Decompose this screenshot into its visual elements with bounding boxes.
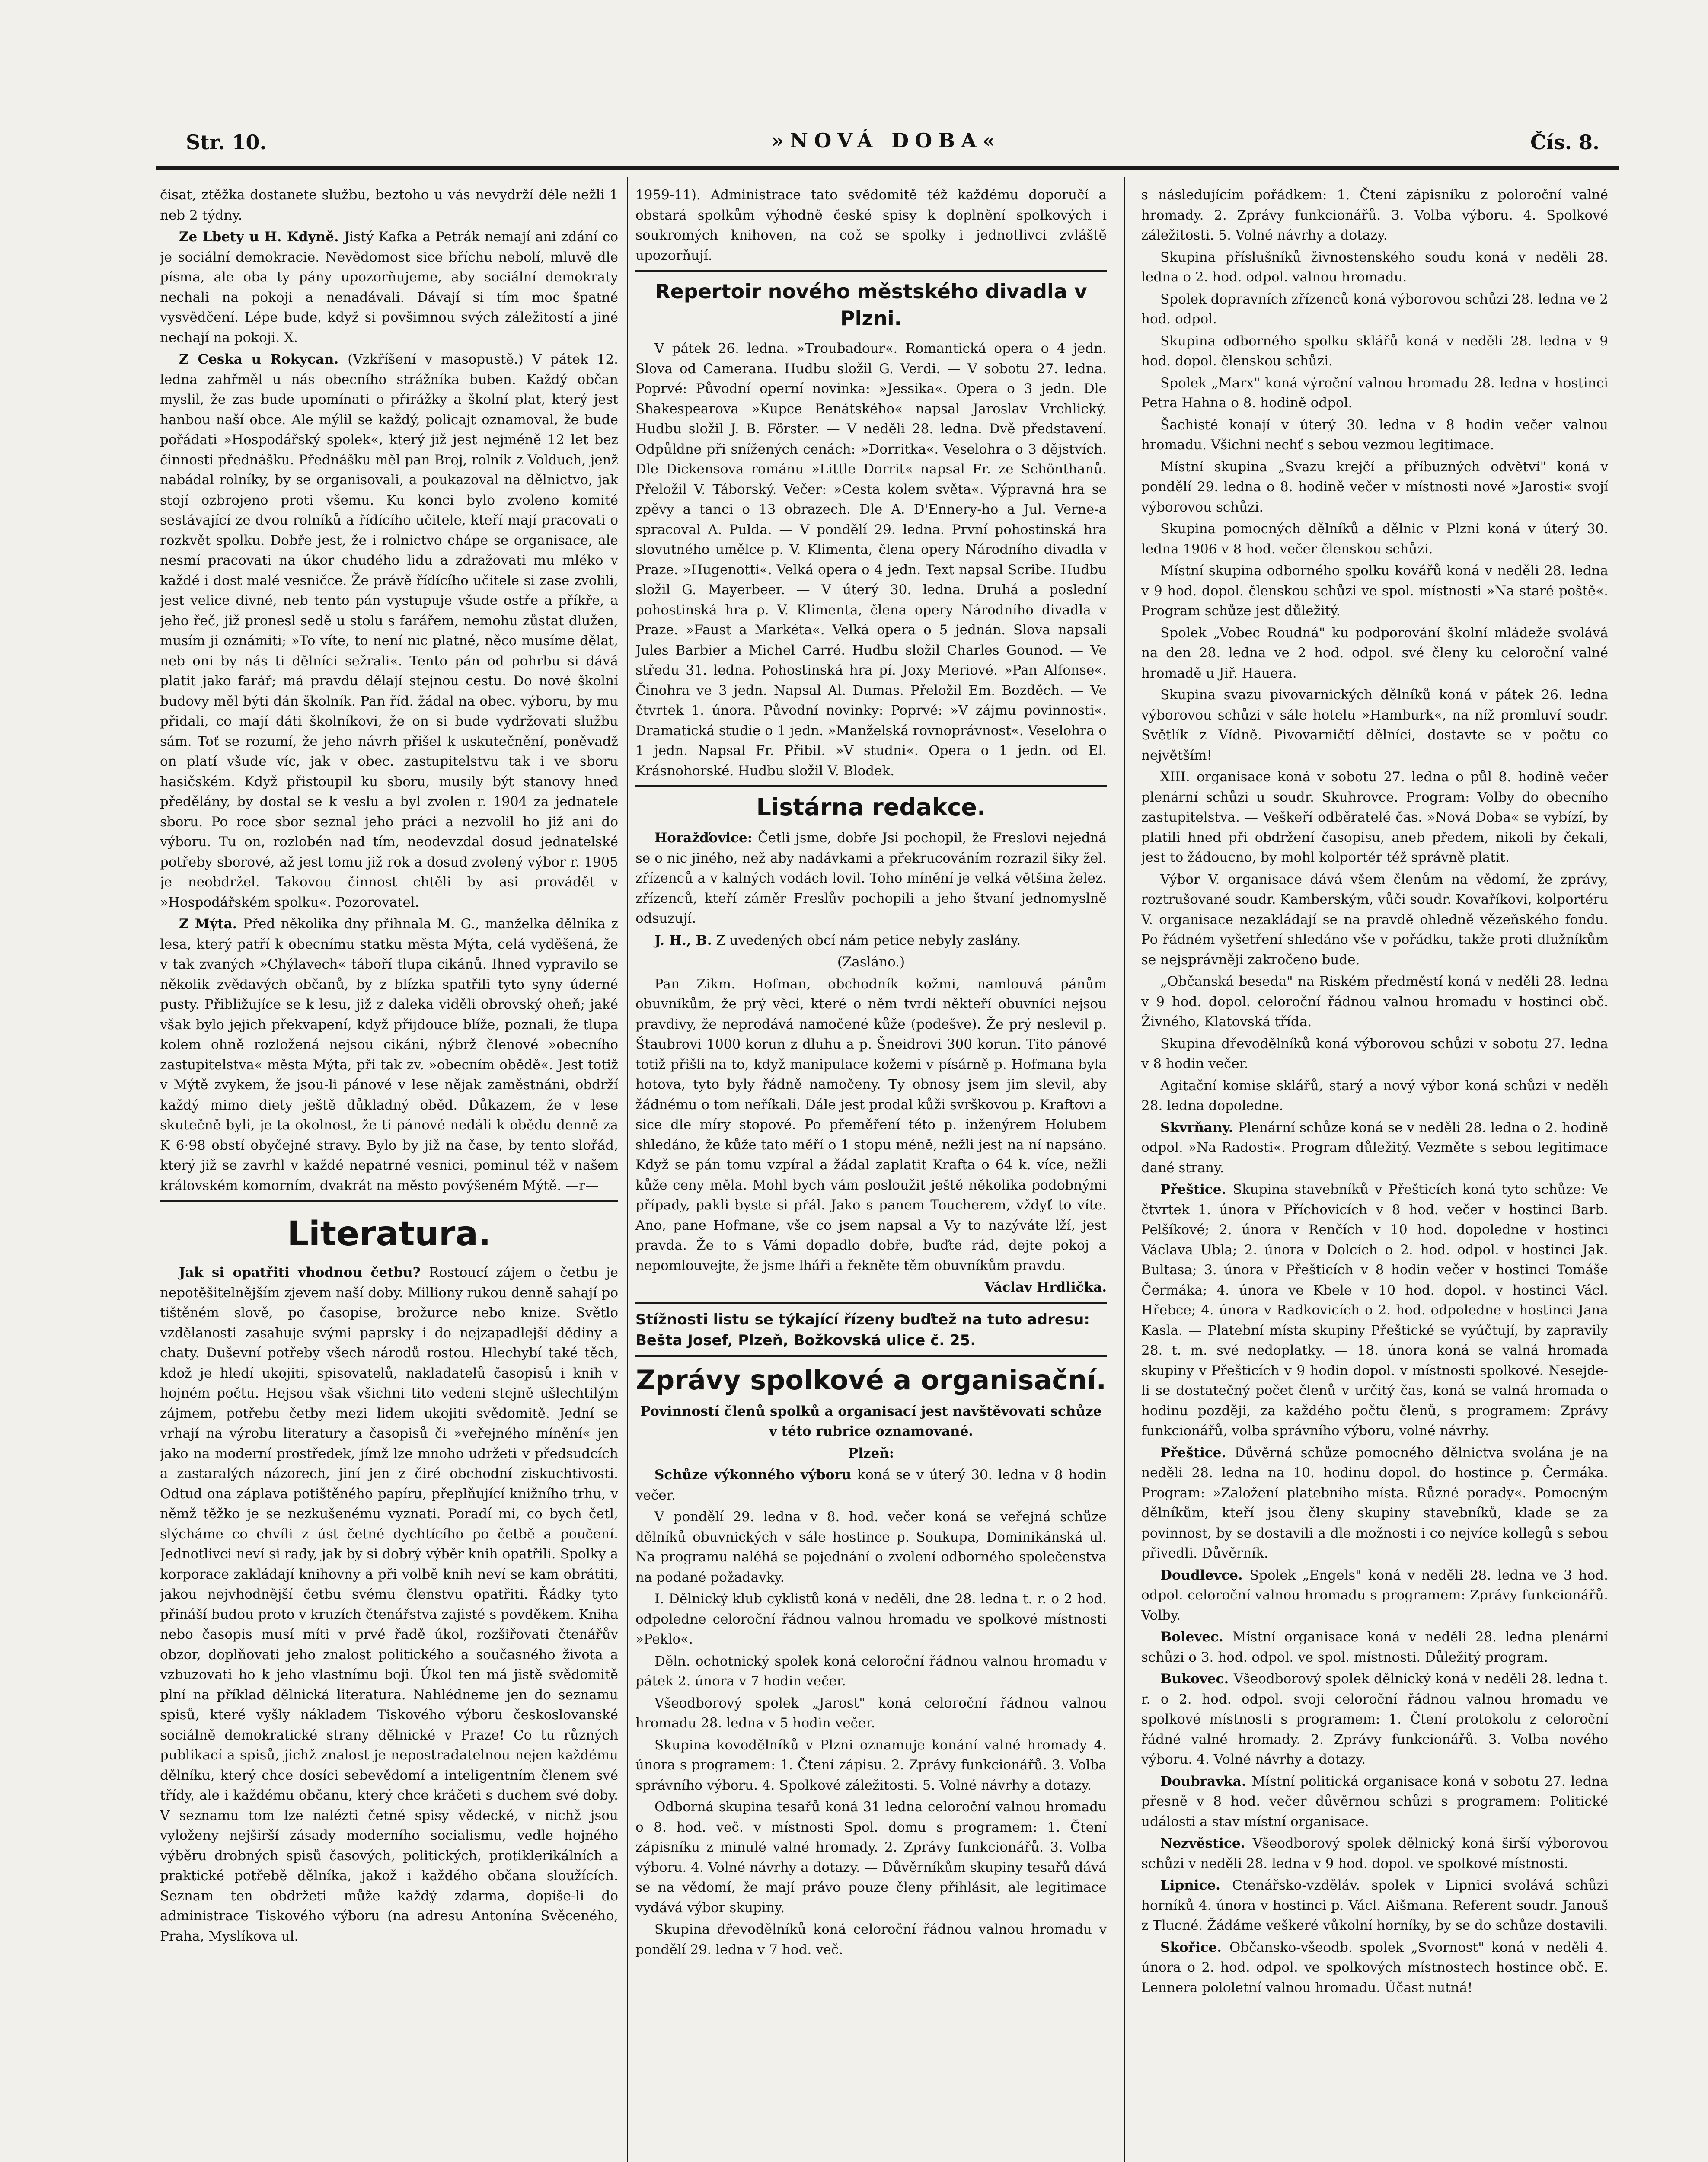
paragraph-lead: Schůze výkonného výboru xyxy=(654,1467,858,1483)
association-notices xyxy=(1141,185,1608,1998)
association-notice xyxy=(1141,1076,1608,1116)
zpravy-place: Plzeň: xyxy=(848,1445,894,1461)
paragraph-text: Občansko-všeodb. spolek „Svornost" koná v neděli 4. února o 2. hod. odpol. ve spolkových místnostech hostince obč. E. Lennera pololetní valnou hromadu. Účast nutná! xyxy=(1141,1939,1608,1996)
paragraph-text: Skupina dřevodělníků koná výborovou schůzi v sobotu 27. ledna v 8 hodin večer. xyxy=(1141,1036,1608,1071)
association-notice xyxy=(1141,247,1608,288)
association-notice xyxy=(635,1693,1107,1733)
paragraph-text: Odborná skupina tesařů koná 31 ledna celoroční valnou hromadu o 8. hod. več. v místnosti Spol. domu s programem: 1. Čtení zápisníku z minulé valné hromady. 2. Zprávy funkcionářů. 3. Volba výboru. 4. Volné návrhy a dotazy. — Důvěrníkům skupiny tesařů dává se na vědomí, že mají právo pouze členy přihlásit, ale legitimace vydává výbor skupiny. xyxy=(635,1799,1107,1916)
paragraph-text: Skupina příslušníků živnostenského soudu koná v neděli 28. ledna o 2. hod. odpol. valnou hromadu. xyxy=(1141,249,1608,285)
paragraph-text: čisat, ztěžka dostanete službu, beztoho u vás nevydrží déle nežli 1 neb 2 týdny. xyxy=(160,187,618,223)
literatura-heading: Literatura. xyxy=(287,1215,491,1254)
paragraph-text: Rostoucí zájem o četbu je nepotěšitelnějším zjevem naší doby. Milliony rukou denně sahají po tištěném slově, po časopise, brožurce nebo knize. Světlo vzdělanosti zasahuje svými paprsky i do nejzapadlejší dědiny a chaty. Duševní potřeby všech národů rostou. Hlechybí také těch, kdož je hledí ukojiti, spisovatelů, nakladatelů časopisů i knih v hojném počtu. Hejsou však všichni tito vedeni stejně ušlechtilým zájmem, potřebu četby mezi lidem ukojiti svědomitě. Jední se vrhají na výrobu literatury a časopisů či »veřejného mínění« jen jako na moderní prostředek, jímž lze mnoho udržeti v předsudcích a zastaralých názorech, jiní jen z čiré obchodní ziskuchtivosti. Odtud ona záplava potištěného papíru, přeplňující knižního trhu, v němž těžko je se nezkušenému vyznati. Poradí mi, co bych četl, slýcháme co chvíli z úst četné dychtícího po četbě a poučení. Jednotlivci neví si rady, jak by si dobrý výběr knih opatřili. Spolky a korporace zakládají knihovny a při volbě knih neví se kam obrátiti, jakou nejvhodnější četbu svému členstvu opatřiti. Řádky tyto přináší budou proto v kruzích čtenářstva zajisté s povděkem. Kniha nebo časopis musí míti v prvé řadě úkol, rozšiřovati čtenářův obzor, doplňovati jeho znalost politického a současného života a vzbuzovati ho k jeho vlastnímu boji. Úkol ten má jistě svědomitě plní na příklad dělnická literatura. Nahlédneme jen do seznamu spisů, které vyšly nákladem Tiskového výboru českoslovanské sociálně demokratické strany dělnické v Praze! Co tu různých publikací a spisů, jichž znalost je nepostradatelnou nejen každému dělníku, který chce dosíci sebevědomí a inteligentním členem své třídy, ale i každému občanu, který chce kráčeti s duchem své doby. V seznamu tom lze nalézti četné spisy vědecké, v nichž jsou vyloženy nejširší zásady moderního socialismu, vedle hojného výběru drobných spisů časových, politických, protiklerikálních a praktické potřebě dělníka, jakož i každého občana sloužících. Seznam ten obdržeti může každý zdarma, dopíše-li do administrace Tiskového výboru (na adresu Antonína Svěceného, Praha, Myslíkova ul. xyxy=(160,1265,618,1944)
association-notice xyxy=(635,1507,1107,1587)
association-notice xyxy=(1141,1772,1608,1832)
paragraph-text: „Občanská beseda" na Riském předměstí koná v neděli 28. ledna v 9 hod. dopol. celoroční řádnou valnou hromadu v hostinci obč. Živného, Klatovská třída. xyxy=(1141,974,1608,1030)
paragraph-text: Spolek „Engels" koná v neděli 28. ledna ve 3 hod. odpol. celoroční valnou hromadu s programem: Zprávy funkcionářů. Volby. xyxy=(1141,1567,1608,1623)
reply-recipient: J. H., B. xyxy=(654,932,712,948)
paragraph-text: Skupina stavebníků v Přešticích koná tyto schůze: Ve čtvrtek 1. února v Příchovicích v 8 hod. večer v hostinci Barb. Pelšíkové; 2. února v Renčích v 10 hod. dopoledne v hostinci Václava Ubla; 2. února v Dolcích o 2. hod. odpol. v hostinci Jak. Bultasa; 3. února v Přešticích v 8 hodin večer v hostinci Tomáše Čermáka; 4. února ve Kbele v 10 hod. dopol. v hostinci Václ. Hřebce; 4. února v Radkovicích o 2. hod. odpoledne v hostinci Jana Kasla. — Platební místa skupiny Přeštické se vyúčtují, by zapravily 28. t. m. své nedoplatky. — 18. února koná se valná hromada skupiny v Přešticích v 9 hodin dopol. v místnosti spolkové. Nesejde-li se dostatečný počet členů v určitý čas, koná se valná hromada o hodinu později, za každého počtu členů, s programem: Zprávy funkcionářů, volba správního výboru, volné návrhy. xyxy=(1141,1182,1608,1439)
paragraph-text: Před několika dny přihnala M. G., manželka dělníka z lesa, který patří k obecnímu statku města Mýta, celá vyděšená, že v tak zvaných »Chýlavech« táboří tlupa cikánů. Ihned vypravilo se několik zvědavých občanů, by z blízka spatřili tyto syny úderné pusty. Přibližujíce se k lesu, již z daleka viděli obrovský oheň; jaké však bylo jejich překvapení, když přijdouce blíže, poznali, že tlupa kolem ohně rozložená nejsou cikáni, nýbrž členové »obecního zastupitelstva« města Mýta, při tak zv. »obecním obědě«. Jest totiž v Mýtě zvykem, že jsou-li pánové v lese nějak zaměstnáni, obdrží každý mimo diety ještě důkladný oběd. Důkazem, že v lese skutečně byli, je ta okolnost, že ti pánové nedáli k obědu denně za K 6·98 obstí obyčejné stravy. Bylo by již na čase, by tento slořád, který již se zavrhl v každé nepatrné vesnici, pominul též v našem královském komorním, dvakrát na město povýšeném Mýtě. —r— xyxy=(160,916,618,1193)
paragraph-text: Plenární schůze koná se v neděli 28. ledna o 2. hodině odpol. »Na Radosti«. Program důležitý. Vezměte s sebou legitimace dané strany. xyxy=(1141,1119,1608,1176)
literatura-paragraph xyxy=(160,1263,618,1946)
local-news xyxy=(160,185,618,1196)
listarna-reply-2 xyxy=(635,931,1107,951)
association-notice xyxy=(1141,767,1608,868)
paragraph-text: Agitační komise sklářů, starý a nový výbor koná schůzi v neděli 28. ledna dopoledne. xyxy=(1141,1078,1608,1113)
zpravy-heading: Zprávy spolkové a organisační. xyxy=(635,1364,1107,1396)
association-notice xyxy=(1141,1034,1608,1074)
association-notice xyxy=(1141,1180,1608,1441)
news-paragraph xyxy=(160,914,618,1196)
listarna-reply-1 xyxy=(635,828,1107,929)
paragraph-text: Spolek „Vobec Roudná" ku podporování školní mládeže svolává na den 28. ledna ve 2 hod. odpol. své členy ku celoroční valné hromadě u Jiř. Hauera. xyxy=(1141,625,1608,681)
paragraph-text: Důvěrná schůze pomocného dělnictva svolána je na neděli 28. ledna na 10. hodinu dopol. do hostince p. Čermáka. Program: »Založení platebního místa. Různé porady«. Pomocným dělníkům, kteří jsou členy skupiny stavebníků, klade se za povinnost, by se dostavili a dle možnosti i co nejvíce kollegů s sebou přivedli. Důvěrník. xyxy=(1141,1445,1608,1561)
column-1 xyxy=(160,185,618,2162)
column-rule-2 xyxy=(1124,177,1125,2162)
paragraph-text: Ctenářsko-vzděláv. spolek v Lipnici svolává schůzi horníků 4. února v hostinci p. Václ. Aišmana. Referent soudr. Janouš z Tlucné. Žádáme veškeré vůkolní horníky, by se do schůze dostavili. xyxy=(1141,1877,1608,1933)
paragraph-lead: Z Mýta. xyxy=(179,916,243,932)
paragraph-text: Místní politická organisace koná v sobotu 27. ledna přesně v 8 hod. večer důvěrnou schůzi s programem: Politické události a stav místní organisace. xyxy=(1141,1773,1608,1829)
association-notice xyxy=(1141,1833,1608,1874)
paragraph-text: Všeodborový spolek „Jarost" koná celoroční řádnou valnou hromadu 28. ledna v 5 hodin večer. xyxy=(635,1695,1107,1731)
association-notice xyxy=(1141,623,1608,684)
paragraph-text: Místní organisace koná v neděli 28. ledna plenární schůzi o 3. hod. odpol. ve spol. místnosti. Důležitý program. xyxy=(1141,1629,1608,1665)
news-paragraph xyxy=(160,349,618,912)
administration-note: 1959-11). Administrace tato svědomitě též každému doporučí a obstará spolkům výhodně české spisy k doplnění spolkových i soukromých knihoven, na což se spolky i jednotlivci zvláště upozorňují. xyxy=(635,187,1107,263)
paragraph-text: Všeodborový spolek dělnický koná širší výborovou schůzi v neděli 28. ledna v 9 hod. dopol. ve spolkové místnosti. xyxy=(1141,1836,1608,1871)
association-notice xyxy=(1141,1669,1608,1770)
zaslano-text: Pan Zikm. Hofman, obchodník kožmi, namlouvá pánům obuvníkům, že prý věci, které o něm tvrdí někteří obuvníci nejsou pravdivy, že neprodává namočené kůže (podešve). Že prý neslevil p. Štaubrovi 1000 korun z dluhu a p. Šneidrovi 300 korun. Tito pánové totiž přišli na to, když manipulace kožemi v písárně p. Hofmana byla hotova, tyto byly řádně namočeny. Ty obnosy jsem jim slevil, aby žádnému o tom neříkali. Dále jest prodal kůži svrškovou p. Kraftovi a sice dle míry stopové. Po přeměření této p. inženýrem Holubem shledáno, že kůže tato měří o 1 stopu méně, nežli jest na ní napsáno. Když se pán tomu vzpíral a žádal zaplatit Krafta o 64 k. více, nežli kůže ceny měla. Mohl bych vám posloužit ještě několika podobnými případy, pakli byste si přál. Jako s panem Toucherem, vždyť to víte. Ano, pane Hofmane, vše co jsem napsal a Vy to nazýváte lží, jest pravda. Že to s Vámi dopadlo dobře, buďte rád, dejte pokoj a nepomlouvejte, že jsme lháři a řekněte těm obuvníkům pravdu. xyxy=(635,976,1107,1273)
paragraph-lead: Lipnice. xyxy=(1160,1877,1232,1893)
paragraph-lead: Doubravka. xyxy=(1160,1773,1252,1789)
association-notice xyxy=(1141,1938,1608,1998)
zaslano-label: (Zasláno.) xyxy=(837,954,905,970)
repertoir-text: V pátek 26. ledna. »Troubadour«. Romantická opera o 4 jedn. Slova od Camerana. Hudbu složil G. Verdi. — V sobotu 27. ledna. Poprvé: Původní operní novinka: »Jessika«. Opera o 3 jedn. Dle Shakespearova »Kupce Benátského« napsal Jaroslav Vrchlický. Hudbu složil J. B. Förster. — V neděli 28. ledna. Dvě představení. Odpůldne při snížených cenách: »Dorritka«. Veselohra o 3 dějstvích. Dle Dickensova románu »Little Dorrit« napsal Fr. ze Schönthanů. Přeložil V. Táborský. Večer: »Cesta kolem světa«. Výpravná hra se zpěvy a tanci o 13 obrazech. Dle A. D'Ennery-ho a Jul. Verne-a spracoval A. Pulda. — V pondělí 29. ledna. První pohostinská hra slovutného umělce p. V. Klimenta, člena opery Národního divadla v Praze. »Hugenotti«. Velká opera o 4 jedn. Text napsal Scribe. Hudbu složil G. Mayerbeer. — V úterý 30. ledna. Druhá a poslední pohostinská hra p. V. Klimenta, člena opery Národního divadla v Praze. »Faust a Markéta«. Velká opera o 5 jednán. Slova napsali Jules Barbier a Michel Carré. Hudbu složil Charles Gounod. — Ve středu 31. ledna. Pohostinská hra pí. Joxy Meriové. »Pan Alfonse«. Činohra ve 3 jedn. Napsal Al. Dumas. Přeložil Em. Bozděch. — Ve čtvrtek 1. února. Původní novinky: Poprvé: »V zájmu povinnosti«. Dramatická studie o 1 jedn. »Manželská rovnoprávnost«. Veselohra o 1 jedn. Napsal Fr. Přibil. »V studni«. Opera o 1 jedn. od El. Krásnohorské. Hudbu složil V. Blodek. xyxy=(635,341,1107,779)
paragraph-text: koná se v úterý 30. ledna v 8 hodin večer. xyxy=(635,1467,1107,1503)
column-3 xyxy=(1141,185,1608,2162)
literatura-section xyxy=(160,1263,618,1946)
paragraph-text: (Vzkříšení v masopustě.) V pátek 12. ledna zahřměl u nás obecního strážníka buben. Každý občan myslil, že zas bude upomínati o přirážky a školní plat, který jest hanbou naší obce. Ale mýlil se každý, policajt oznamoval, že bude pořádati »Hospodářský spolek«, který již jest nejméně 12 let bez činnosti přednášku. Přednášku měl pan Broj, rolník z Volduch, jenž nabádal rolníky, by se organisovali, a poukazoval na dělnictvo, jak stojí ozbrojeno proti všemu. Ku konci bylo zvoleno komité sestávající ze dvou rolníků a řídícího učitele, kteří mají pracovati o rozkvět spolku. Dobře jest, že i rolnictvo chápe se organisace, ale nesmí pracovati na úkor chudého lidu a zdražovati mu mléko v každé i dost malé vesničce. Že právě řídícího učitele si zase zvolili, jest velice divné, neb tento pán vystupuje všude ostře a příkře, a jeho řeč, již pronesl sedě u stolu s farářem, nemohu zůstat dlužen, musím ji oznámiti; »To víte, to není nic platné, něco musíme dělat, neb oni by nás ti dělníci sežrali«. Tento pán od pohrbu si dává platit jako farář; má pravdu dělají stejnou cestu. Do nové školní budovy měl býti dán školník. Pan říd. žádal na obec. výboru, by mu přidali, co mají dáti školníkovi, že on si bude vydržovati službu sám. Toť se rozumí, že jeho návrh přišel k uskutečnění, poněvadž on platí všude víc, jak v obec. zastupitelstvu tak i ve sboru hasičském. Když přistoupil ku sboru, musily být stanovy hned předělány, by dostal se k veslu a byl zvolen r. 1904 za jednatele sboru. Po roce sbor seznal jeho práci a nezvolil ho již ani do výboru. Tu on, rozlobén nad tím, neodevzdal dosud jednatelské potřeby sborové, až jest tomu již rok a dosud zvolený výbor r. 1905 je neobdržel. Takovou činnost chtěli by asi provádět v »Hospodářském spolku«. Pozorovatel. xyxy=(160,352,618,910)
complaints-notice: Stížnosti listu se týkající řízeny buďtež na tuto adresu: Bešta Josef, Plzeň, Božkovská ulice č. 25. xyxy=(635,1311,1090,1349)
paragraph-lead: Nezvěstice. xyxy=(1160,1836,1253,1851)
paragraph-lead: Z Ceska u Rokycan. xyxy=(179,352,348,367)
paragraph-text: Skupina kovodělníků v Plzni oznamuje konání valné hromady 4. února s programem: 1. Čtení zápisu. 2. Zprávy funkcionářů. 3. Volba správního výboru. 4. Spolkové záležitosti. 5. Volné návrhy a dotazy. xyxy=(635,1737,1107,1793)
paragraph-lead: Bukovec. xyxy=(1160,1671,1234,1687)
reply-recipient: Horažďovice: xyxy=(654,830,753,846)
association-notice xyxy=(1141,289,1608,329)
association-notice xyxy=(635,1735,1107,1796)
association-notice xyxy=(1141,1565,1608,1626)
paragraph-text: Jistý Kafka a Petrák nemají ani zdání co je sociální demokracie. Nevědomost sice bříchu nebolí, mluvě dle písma, ale oba ty pány upozorňujeme, aby sociální demokraty nechali na pokoji a nenadávali. Dávají si tím moc špatné vysvědčení. Lépe bude, když si povšimnou svých záležitostí a jiné nechají na pokoji. X. xyxy=(160,229,618,345)
newspaper-title: »NOVÁ DOBA« xyxy=(771,129,1001,152)
association-notice xyxy=(1141,561,1608,621)
paragraph-lead: Skvrňany. xyxy=(1160,1119,1238,1135)
page-header xyxy=(156,126,1617,161)
association-notice xyxy=(635,1651,1107,1692)
news-paragraph xyxy=(160,227,618,348)
association-notice xyxy=(635,1589,1107,1650)
association-notice xyxy=(635,1919,1107,1960)
association-notice xyxy=(1141,415,1608,455)
association-notice xyxy=(1141,1118,1608,1178)
paragraph-lead: Přeštice. xyxy=(1160,1445,1235,1461)
paragraph-text: Děln. ochotnický spolek koná celoroční řádnou valnou hromadu v pátek 2. února v 7 hodin večer. xyxy=(635,1653,1107,1689)
association-notice xyxy=(1141,685,1608,765)
section-divider xyxy=(635,270,1107,272)
paragraph-text: Místní skupina „Svazu krejčí a příbuzných odvětví" koná v pondělí 29. ledna o 8. hodině večer v místnosti nové »Jarosti« svojí výborovou schůzi. xyxy=(1141,459,1608,515)
association-notice xyxy=(1141,185,1608,246)
reply-text: Z uvedených obcí nám petice nebyly zaslány. xyxy=(716,932,1021,948)
paragraph-lead: Ze Lbety u H. Kdyně. xyxy=(179,229,344,245)
paragraph-lead: Jak si opatřiti vhodnou četbu? xyxy=(179,1265,429,1280)
paragraph-text: Skupina pomocných dělníků a dělnic v Plzni koná v úterý 30. ledna 1906 v 8 hod. večer členskou schůzi. xyxy=(1141,521,1608,557)
listarna-heading: Listárna redakce. xyxy=(756,793,986,821)
association-notice xyxy=(635,1797,1107,1918)
paragraph-lead: Přeštice. xyxy=(1160,1182,1233,1197)
zpravy-items xyxy=(635,1465,1107,1960)
section-divider xyxy=(635,1355,1107,1357)
association-notice xyxy=(635,1465,1107,1505)
section-divider xyxy=(635,785,1107,787)
association-notice xyxy=(1141,870,1608,970)
association-notice xyxy=(1141,972,1608,1032)
paragraph-text: Výbor V. organisace dává všem členům na vědomí, že zprávy, roztrušované soudr. Kamberským, vůči soudr. Kovaříkovi, kolportéru V. organisace nezakládají se na pravdě ohledně vězeňského fondu. Po řádném vyšetření shledáno vše v pořádku, takže proti dlužníkům se nejsprávněji zakročeno bude. xyxy=(1141,871,1608,968)
paragraph-text: Všeodborový spolek dělnický koná v neděli 28. ledna t. r. o 2. hod. odpol. svoji celoroční řádnou valnou hromadu ve spolkové místnosti s programem: 1. Čtení protokolu z celoroční řádné valné hromady. 2. Zprávy funkcionářů. 3. Volba nového výboru. 4. Volné návrhy a dotazy. xyxy=(1141,1671,1608,1767)
page-number: Str. 10. xyxy=(186,131,267,154)
section-divider xyxy=(160,1200,618,1202)
column-rule-1 xyxy=(627,177,628,2162)
association-notice xyxy=(1141,1443,1608,1564)
zaslano-signature: Václav Hrdlička. xyxy=(984,1279,1107,1295)
paragraph-lead: Bolevec. xyxy=(1160,1629,1232,1645)
zpravy-subtitle: Povinností členů spolků a organisací jest navštěvovati schůze v této rubrice oznamované. xyxy=(640,1403,1102,1439)
news-paragraph xyxy=(160,185,618,225)
paragraph-text: Spolek „Marx" koná výroční valnou hromadu 28. ledna v hostinci Petra Hahna o 8. hodině odpol. xyxy=(1141,375,1608,411)
issue-number: Čís. 8. xyxy=(1530,131,1599,154)
paragraph-text: Skupina odborného spolku sklářů koná v neděli 28. ledna v 9 hod. dopol. členskou schůzi. xyxy=(1141,333,1608,369)
column-2 xyxy=(635,185,1107,2162)
paragraph-lead: Skořice. xyxy=(1160,1939,1229,1955)
section-divider xyxy=(635,1302,1107,1304)
paragraph-text: XIII. organisace koná v sobotu 27. ledna o půl 8. hodině večer plenární schůzi u soudr. Skuhrovce. Program: Volby do obecního zastupitelstva. — Veškeří odběratelé čas. »Nová Doba« se vybízí, by platili hned při obdržení časopisu, aneb předem, nikoli by čekali, jest to žádoucno, by mohl kolportér též správně platit. xyxy=(1141,769,1608,865)
association-notice xyxy=(1141,519,1608,559)
header-rule xyxy=(156,166,1619,170)
paragraph-text: V pondělí 29. ledna v 8. hod. večer koná se veřejná schůze dělníků obuvnických v sále hostince p. Soukupa, Dominikánská ul. Na programu naléhá se pojednání o zvolení odborného společenstva na podané požadavky. xyxy=(635,1509,1107,1585)
association-notice xyxy=(1141,331,1608,371)
paragraph-text: I. Dělnický klub cyklistů koná v neděli, dne 28. ledna t. r. o 2 hod. odpoledne celoroční řádnou valnou hromadu ve spolkové místnosti »Peklo«. xyxy=(635,1591,1107,1647)
repertoir-heading: Repertoir nového městského divadla v Plzni. xyxy=(655,280,1087,330)
paragraph-text: Místní skupina odborného spolku kovářů koná v neděli 28. ledna v 9 hod. dopol. členskou schůzi ve spol. místnosti »Na staré poště«. Program schůze jest důležitý. xyxy=(1141,563,1608,619)
association-notice xyxy=(1141,457,1608,518)
paragraph-text: s následujícím pořádkem: 1. Čtení zápisníku z poloroční valné hromady. 2. Zprávy funkcionářů. 3. Volba výboru. 4. Spolkové záležitosti. 5. Volné návrhy a dotazy. xyxy=(1141,187,1608,243)
association-notice xyxy=(1141,1627,1608,1667)
reply-text: Četli jsme, dobře Jsi pochopil, že Freslovi nejedná se o nic jiného, než aby nadávkami a překrucováním rozrazil šiky žel. zřízenců a v kalných vodách lovil. Toho mínění je velká většina želez. zřízenců, kteří záměr Freslův pochopili a jeho štvaní jednomyslně odsuzují. xyxy=(635,830,1107,926)
paragraph-text: Skupina dřevodělníků koná celoroční řádnou valnou hromadu v pondělí 29. ledna v 7 hod. več. xyxy=(635,1922,1107,1957)
paragraph-text: Šachisté konají v úterý 30. ledna v 8 hodin večer valnou hromadu. Všichni nechť s sebou vezmou legitimace. xyxy=(1141,417,1608,453)
association-notice xyxy=(1141,1875,1608,1936)
paragraph-text: Spolek dopravních zřízenců koná výborovou schůzi 28. ledna ve 2 hod. odpol. xyxy=(1141,291,1608,327)
paragraph-text: Skupina svazu pivovarnických dělníků koná v pátek 26. ledna výborovou schůzi v sále hotelu »Hamburk«, na níž promluví soudr. Světlík z Vídně. Pivovarničtí dělníci, dostavte se v počtu co největším! xyxy=(1141,687,1608,763)
association-notice xyxy=(1141,373,1608,413)
paragraph-lead: Doudlevce. xyxy=(1160,1567,1250,1583)
